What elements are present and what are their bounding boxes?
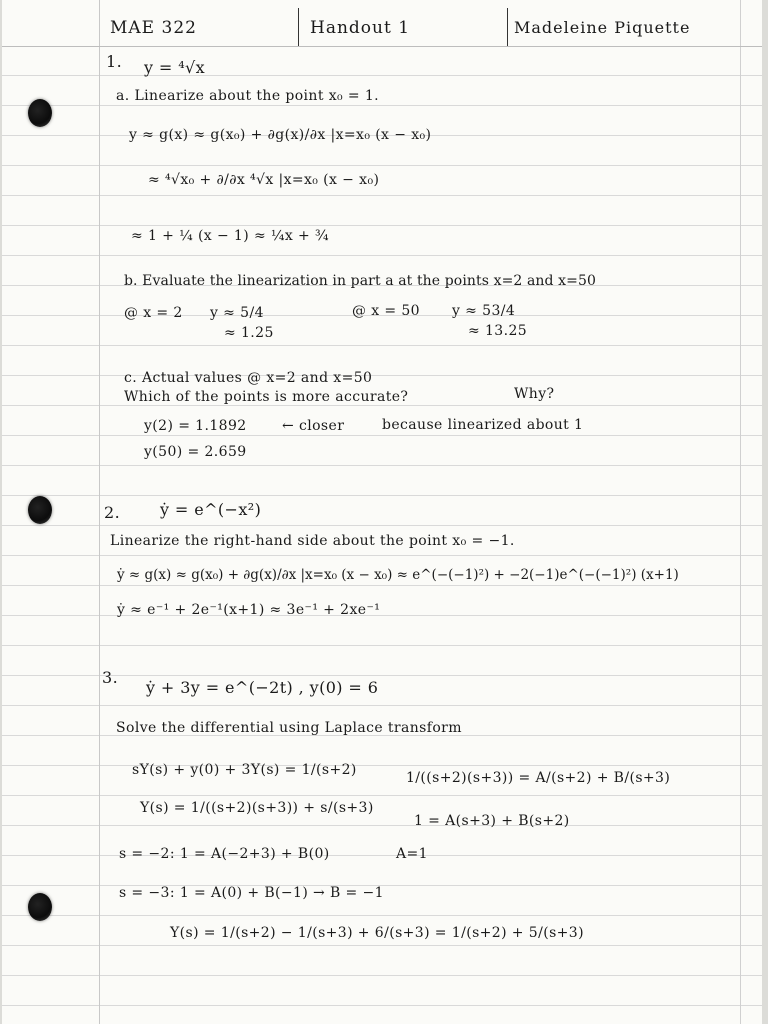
header-divider — [298, 8, 299, 46]
rule-line — [2, 225, 762, 226]
course-title: MAE 322 — [110, 18, 197, 38]
problem-1b-x50-value: y ≈ 53/4 — [452, 303, 516, 319]
binder-hole — [28, 893, 52, 921]
rule-line — [2, 375, 762, 376]
notebook-page — [2, 0, 762, 1024]
right-margin-line — [740, 0, 741, 1024]
rule-line — [2, 345, 762, 346]
problem-1a-line1: y ≈ g(x) ≈ g(x₀) + ∂g(x)/∂x |x=x₀ (x − x₀) — [129, 127, 432, 143]
problem-1c-y2: y(2) = 1.1892 — [144, 418, 247, 434]
problem-3-line1: sY(s) + y(0) + 3Y(s) = 1/(s+2) — [132, 762, 357, 778]
problem-3-partial-fractions: 1/((s+2)(s+3)) = A/(s+2) + B/(s+3) — [406, 770, 671, 786]
margin-line — [99, 0, 100, 1024]
problem-3-s-neg3: s = −3: 1 = A(0) + B(−1) → B = −1 — [119, 885, 384, 901]
problem-3-line2: Y(s) = 1/((s+2)(s+3)) + s/(s+3) — [140, 800, 374, 816]
rule-line — [2, 1005, 762, 1006]
problem-1b-x50-label: @ x = 50 — [352, 303, 420, 319]
rule-line — [2, 795, 762, 796]
problem-1b-prompt: b. Evaluate the linearization in part a at the points x=2 and x=50 — [124, 273, 596, 289]
problem-2-number: 2. — [104, 503, 121, 522]
problem-1c-y50: y(50) = 2.659 — [144, 444, 247, 460]
rule-line — [2, 705, 762, 706]
problem-1b-x50-decimal: ≈ 13.25 — [468, 323, 528, 339]
problem-1c-question: Which of the points is more accurate? — [124, 389, 409, 405]
rule-line — [2, 855, 762, 856]
problem-1a-prompt: a. Linearize about the point x₀ = 1. — [116, 88, 380, 104]
rule-line — [2, 75, 762, 76]
problem-1c-prompt: c. Actual values @ x=2 and x=50 — [124, 370, 373, 386]
rule-line — [2, 915, 762, 916]
problem-1b-x2-value: y ≈ 5/4 — [210, 305, 264, 321]
rule-line — [2, 825, 762, 826]
rule-line — [2, 585, 762, 586]
binder-hole — [28, 99, 52, 127]
rule-line — [2, 465, 762, 466]
header-divider — [507, 8, 508, 46]
problem-1-number: 1. — [106, 52, 123, 71]
rule-line — [2, 975, 762, 976]
problem-3-prompt: Solve the differential using Laplace transform — [116, 720, 462, 736]
binder-hole — [28, 496, 52, 524]
rule-line — [2, 945, 762, 946]
problem-1-equation: y = ⁴√x — [144, 58, 206, 77]
problem-3-s-neg2: s = −2: 1 = A(−2+3) + B(0) — [119, 846, 330, 862]
problem-1c-closer: ← closer — [282, 418, 345, 434]
rule-line — [2, 435, 762, 436]
problem-3-final: Y(s) = 1/(s+2) − 1/(s+3) + 6/(s+3) = 1/(s+2) + 5/(s+3) — [170, 925, 584, 941]
rule-line — [2, 645, 762, 646]
rule-line — [2, 105, 762, 106]
rule-line — [2, 555, 762, 556]
rule-line — [2, 525, 762, 526]
rule-line — [2, 765, 762, 766]
problem-1b-x2-decimal: ≈ 1.25 — [224, 325, 274, 341]
problem-2-equation: ẏ = e^(−x²) — [160, 500, 262, 519]
author-name: Madeleine Piquette — [514, 18, 691, 37]
rule-line — [2, 615, 762, 616]
problem-1b-x2-label: @ x = 2 — [124, 305, 183, 321]
problem-1a-line2: ≈ ⁴√x₀ + ∂/∂x ⁴√x |x=x₀ (x − x₀) — [148, 172, 380, 188]
rule-line — [2, 495, 762, 496]
problem-3-equation: ẏ + 3y = e^(−2t) , y(0) = 6 — [146, 678, 379, 697]
problem-1c-reason: because linearized about 1 — [382, 417, 584, 433]
rule-line — [2, 165, 762, 166]
problem-2-prompt: Linearize the right-hand side about the point x₀ = −1. — [110, 533, 515, 549]
rule-line — [2, 255, 762, 256]
problem-1c-why: Why? — [514, 386, 555, 402]
problem-3-pf-equation: 1 = A(s+3) + B(s+2) — [414, 813, 570, 829]
problem-2-line2: ẏ ≈ e⁻¹ + 2e⁻¹(x+1) ≈ 3e⁻¹ + 2xe⁻¹ — [117, 602, 381, 618]
rule-line — [2, 405, 762, 406]
handout-title: Handout 1 — [310, 18, 411, 38]
rule-line — [2, 195, 762, 196]
problem-2-line1: ẏ ≈ g(x) ≈ g(x₀) + ∂g(x)/∂x |x=x₀ (x − x₀) ≈ e^(−(−1)²) + −2(−1)e^(−(−1)²) (x+1) — [117, 567, 679, 583]
problem-1a-line3: ≈ 1 + ¼ (x − 1) ≈ ¼x + ¾ — [131, 228, 329, 244]
problem-3-a-value: A=1 — [396, 846, 428, 862]
header-underline — [2, 46, 762, 47]
problem-3-number: 3. — [102, 668, 119, 687]
